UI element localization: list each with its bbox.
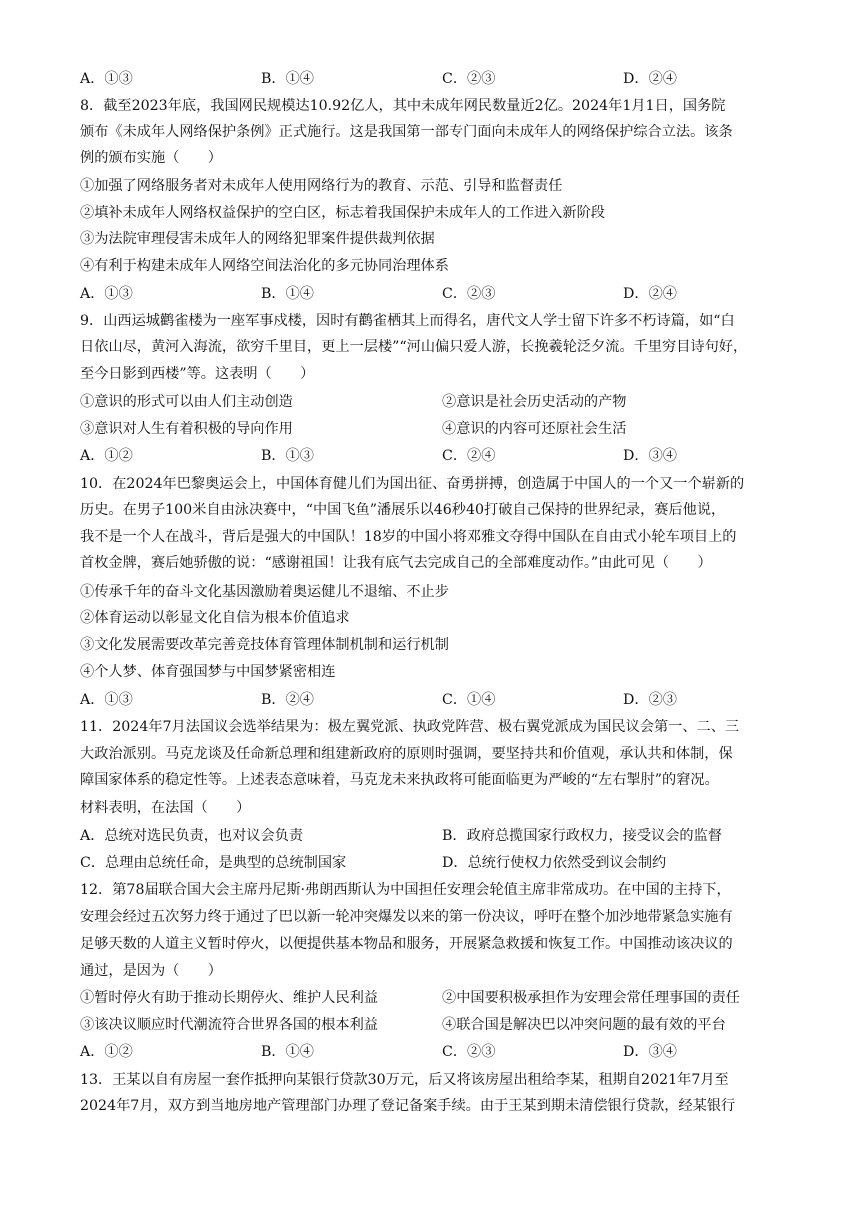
q7-option-d[interactable]: D．②④ xyxy=(623,71,677,87)
q9-item-3: ③意识对人生有着积极的导向作用 xyxy=(80,421,293,437)
q12-item-3: ③该决议顺应时代潮流符合世界各国的根本利益 xyxy=(80,1017,378,1033)
q10-option-b[interactable]: B．②④ xyxy=(261,692,314,708)
q10-item-1: ①传承千年的奋斗文化基因激励着奥运健儿不退缩、不止步 xyxy=(80,584,449,600)
q11-option-a[interactable]: A．总统对选民负责，也对议会负责 xyxy=(80,828,304,844)
q9-stem-line-3: 至今日影到西楼”等。这表明（ ） xyxy=(80,366,315,382)
q13-stem-line-1: 13．王某以自有房屋一套作抵押向某银行贷款30万元，后又将该房屋出租给李某，租期自2021年7月至 xyxy=(80,1072,729,1088)
q12-option-d[interactable]: D．③④ xyxy=(623,1044,677,1060)
q8-item-2: ②填补未成年人网络权益保护的空白区，标志着我国保护未成年人的工作进入新阶段 xyxy=(80,205,605,221)
q9-item-2: ②意识是社会历史活动的产物 xyxy=(442,394,627,410)
q12-stem-line-1: 12．第78届联合国大会主席丹尼斯·弗朗西斯认为中国担任安理会轮值主席非常成功。在中国的主持下， xyxy=(80,882,731,898)
q10-item-2: ②体育运动以彰显文化自信为根本价值追求 xyxy=(80,610,350,626)
q10-item-4: ④个人梦、体育强国梦与中国梦紧密相连 xyxy=(80,664,336,680)
q12-item-4: ④联合国是解决巴以冲突问题的最有效的平台 xyxy=(442,1017,726,1033)
q10-item-3: ③文化发展需要改革完善竞技体育管理体制机制和运行机制 xyxy=(80,637,449,653)
q10-option-a[interactable]: A．①③ xyxy=(80,692,133,708)
q12-item-1: ①暂时停火有助于推动长期停火、维护人民利益 xyxy=(80,990,378,1006)
q12-stem-line-4: 通过，是因为（ ） xyxy=(80,963,222,979)
q7-option-a[interactable]: A．①③ xyxy=(80,71,133,87)
q12-option-b[interactable]: B．①④ xyxy=(261,1044,314,1060)
q11-option-c[interactable]: C．总理由总统任命，是典型的总统制国家 xyxy=(80,855,347,871)
q8-item-1: ①加强了网络服务者对未成年人使用网络行为的教育、示范、引导和监督责任 xyxy=(80,178,563,194)
q10-stem-line-1: 10．在2024年巴黎奥运会上，中国体育健儿们为国出征、奋勇拼搏，创造属于中国人的一个又一个崭新的 xyxy=(80,476,745,492)
q9-option-c[interactable]: C．②④ xyxy=(442,448,496,464)
q8-item-3: ③为法院审理侵害未成年人的网络犯罪案件提供裁判依据 xyxy=(80,231,435,247)
q8-option-a[interactable]: A．①③ xyxy=(80,286,133,302)
q10-option-d[interactable]: D．②③ xyxy=(623,692,677,708)
q10-option-c[interactable]: C．①④ xyxy=(442,692,496,708)
q9-option-a[interactable]: A．①② xyxy=(80,448,133,464)
q11-option-b[interactable]: B．政府总揽国家行政权力，接受议会的监督 xyxy=(442,828,722,844)
q11-option-d[interactable]: D．总统行使权力依然受到议会制约 xyxy=(442,855,667,871)
q9-option-b[interactable]: B．①③ xyxy=(261,448,314,464)
q9-item-4: ④意识的内容可还原社会生活 xyxy=(442,421,627,437)
q8-item-4: ④有利于构建未成年人网络空间法治化的多元协同治理体系 xyxy=(80,258,449,274)
q8-option-b[interactable]: B．①④ xyxy=(261,286,314,302)
q8-stem-line-3: 例的颁布实施（ ） xyxy=(80,150,222,166)
q9-option-d[interactable]: D．③④ xyxy=(623,448,677,464)
q10-stem-line-2: 历史。在男子100米自由泳决赛中，“中国飞鱼”潘展乐以46秒40打破自己保持的世界纪录，赛后他说， xyxy=(80,502,726,518)
q9-stem-line-2: 日依山尽，黄河入海流，欲穷千里目，更上一层楼”“河山偏只爱人游，长挽羲轮泛夕流。千里穷目诗句好， xyxy=(80,339,748,355)
q12-item-2: ②中国要积极承担作为安理会常任理事国的责任 xyxy=(442,990,740,1006)
q11-stem-line-1: 11．2024年7月法国议会选举结果为：极左翼党派、执政党阵营、极右翼党派成为国民议会第一、二、三 xyxy=(80,719,740,735)
q11-stem-line-2: 大政治派别。马克龙谈及任命新总理和组建新政府的原则时强调，要坚持共和价值观，承认共和体制，保 xyxy=(80,746,733,762)
q9-stem-line-1: 9．山西运城鹳雀楼为一座军事戍楼，因时有鹳雀栖其上而得名，唐代文人学士留下许多不朽诗篇，如“白 xyxy=(80,313,735,329)
q8-option-d[interactable]: D．②④ xyxy=(623,286,677,302)
q8-option-c[interactable]: C．②③ xyxy=(442,286,496,302)
q12-stem-line-3: 足够天数的人道主义暂时停火，以便提供基本物品和服务，开展紧急救援和恢复工作。中国推动该决议的 xyxy=(80,936,733,952)
q8-stem-line-1: 8．截至2023年底，我国网民规模达10.92亿人，其中未成年网民数量近2亿。2024年1月1日，国务院 xyxy=(80,98,726,114)
q10-stem-line-4: 首枚金牌，赛后她骄傲的说：“感谢祖国！让我有底气去完成自己的全部难度动作。”由此可见（ ） xyxy=(80,555,712,571)
q7-option-b[interactable]: B．①④ xyxy=(261,71,314,87)
q11-stem-line-4: 材料表明，在法国（ ） xyxy=(80,800,251,816)
q11-stem-line-3: 障国家体系的稳定性等。上述表态意味着，马克龙未来执政将可能面临更为严峻的“左右掣肘”的窘况。 xyxy=(80,772,719,788)
q9-item-1: ①意识的形式可以由人们主动创造 xyxy=(80,394,293,410)
q12-option-c[interactable]: C．②③ xyxy=(442,1044,496,1060)
q7-option-c[interactable]: C．②③ xyxy=(442,71,496,87)
q10-stem-line-3: 我不是一个人在战斗，背后是强大的中国队！18岁的中国小将邓雅文夺得中国队在自由式小轮车项目上的 xyxy=(80,529,737,545)
q8-stem-line-2: 颁布《未成年人网络保护条例》正式施行。这是我国第一部专门面向未成年人的网络保护综合立法。该条 xyxy=(80,124,733,140)
q12-stem-line-2: 安理会经过五次努力终于通过了巴以新一轮冲突爆发以来的第一份决议，呼吁在整个加沙地带紧急实施有 xyxy=(80,909,733,925)
q12-option-a[interactable]: A．①② xyxy=(80,1044,133,1060)
q13-stem-line-2: 2024年7月，双方到当地房地产管理部门办理了登记备案手续。由于王某到期未清偿银行贷款，经某银行 xyxy=(80,1098,736,1114)
